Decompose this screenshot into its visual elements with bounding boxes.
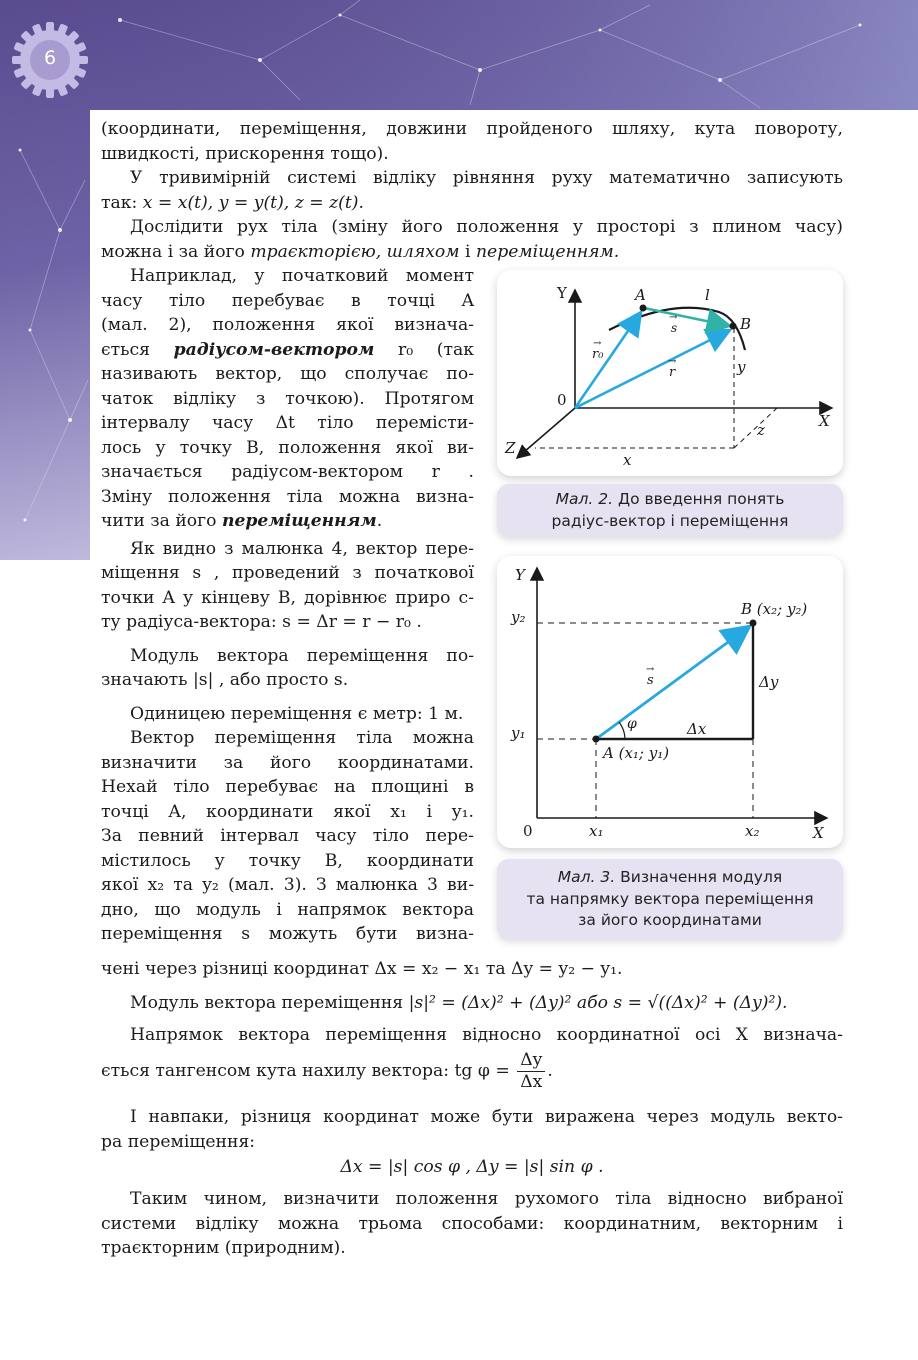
text-fragment: r₀ (так <box>398 339 474 360</box>
text-line: визначити за його координатами. <box>101 752 474 773</box>
label-z-coord: z <box>757 421 765 439</box>
text-line: міщення s , проведений з початкової <box>101 563 474 583</box>
label-r0: r₀ <box>592 347 604 362</box>
caption-line: та напрямку вектора переміщення <box>526 889 814 908</box>
text-fragment: можна і за його <box>101 241 251 262</box>
text-line: Таким чином, визначити положення рухомого тіла відносно вибраної <box>130 1189 843 1209</box>
figure-2-diagram <box>497 270 843 476</box>
label-y1: y₁ <box>511 724 526 742</box>
text-line <box>130 993 788 1013</box>
text-line: І навпаки, різниця координат може бути виражена через модуль векто- <box>130 1107 843 1127</box>
equation-motion: x = x(t), y = y(t), z = z(t). <box>142 192 364 213</box>
caption-line: за його координатами <box>578 911 762 929</box>
text-line: дно, що модуль і напрямок вектора <box>101 899 474 920</box>
text-line: У тривимірній системі відліку рівняння руху математично записують <box>130 168 843 188</box>
label-r-arrow: → <box>668 356 677 367</box>
label-origin: 0 <box>523 822 533 840</box>
text-line: значається радіусом-вектором r . <box>101 462 474 482</box>
text-line: швидкості, прискорення тощо). <box>101 143 389 164</box>
text-line: часу тіло перебуває в точці A <box>101 290 474 311</box>
text-line <box>101 338 474 363</box>
text-line: чені через різниці координат Δx = x₂ − x₁ та Δy = y₂ − y₁. <box>101 959 623 979</box>
label-y-coord: y <box>737 358 746 376</box>
paragraph-direction <box>101 1023 843 1048</box>
figure-3-caption <box>497 859 843 939</box>
z-axis <box>517 408 575 458</box>
label-b: B (x₂; y₂) <box>741 600 808 618</box>
text-fragment: Модуль вектора переміщення <box>130 993 404 1013</box>
figure-2 <box>497 270 843 476</box>
text-line: ра переміщення: <box>101 1131 256 1152</box>
text-line: точці A, координати якої x₁ і y₁. <box>101 801 474 822</box>
text-line: Наприклад, у початковий момент <box>130 266 474 286</box>
caption-line <box>556 490 785 508</box>
label-y: Y <box>557 284 567 302</box>
caption-line: радіус-вектор і переміщення <box>551 511 789 530</box>
label-r0-arrow: → <box>593 338 602 349</box>
text-line: точки A у кінцеву B, дорівнює приро с- <box>101 587 474 608</box>
page-number: 6 <box>43 47 57 69</box>
label-phi: φ <box>627 716 637 732</box>
caption-number: Мал. 3. <box>557 868 616 886</box>
label-l: l <box>705 286 710 304</box>
text-fragment: так: <box>101 192 143 213</box>
label-a: A (x₁; y₁) <box>603 744 670 762</box>
radius-vector-r0 <box>575 312 641 408</box>
label-s: s <box>671 321 678 335</box>
point-a <box>593 736 600 743</box>
text-line: Як видно з малюнка 4, вектор пере- <box>130 538 474 559</box>
text-line <box>101 242 619 262</box>
projection-lines <box>537 623 753 818</box>
formula-components <box>101 1155 843 1180</box>
label-x1: x₁ <box>589 822 604 840</box>
fraction-numerator: Δy <box>517 1050 545 1072</box>
formula-modulus <box>130 991 843 1016</box>
term-displacement-bold: переміщенням <box>221 511 377 531</box>
point-a <box>640 305 647 312</box>
paragraph-study-motion <box>101 215 843 264</box>
label-x: X <box>813 824 824 842</box>
point-b <box>730 323 737 330</box>
text-line: Модуль вектора переміщення по- <box>130 645 474 666</box>
paragraph-3d-system <box>101 166 843 215</box>
text-line: Дослідити рух тіла (зміну його положення у просторі з плином часу) <box>130 217 843 237</box>
text-line: (мал. 2), положення якої визнача- <box>101 315 474 335</box>
text-line: переміщення s можуть бути визна- <box>101 924 474 944</box>
figure-2-caption <box>497 484 843 537</box>
text-line: (координати, переміщення, довжини пройденого шляху, кута повороту, <box>101 119 843 139</box>
paragraph-conclusion <box>101 1187 843 1261</box>
text-line: чаток відліку з точкою). Протягом <box>101 388 474 409</box>
paragraph-intro <box>101 117 843 166</box>
text-line <box>101 193 364 213</box>
text-line: містилось у точку B, координати <box>101 850 474 871</box>
text-line: ється тангенсом кута нахилу вектора: tg φ = $\frac{\Delta y}{\Delta x}$ . <box>101 1050 553 1092</box>
label-x2: x₂ <box>745 822 760 840</box>
label-dy: Δy <box>759 673 779 691</box>
paragraph-vice-versa <box>101 1105 843 1154</box>
label-s-arrow: → <box>646 664 655 675</box>
label-origin: 0 <box>557 391 567 409</box>
figure-3-diagram <box>497 556 843 848</box>
text-line: Нехай тіло перебуває на площині в <box>101 777 474 797</box>
text-fragment: . <box>376 511 383 531</box>
text-fragment: ється <box>101 339 150 360</box>
label-x: X <box>819 412 830 430</box>
label-z: Z <box>505 439 516 457</box>
fraction-denominator: Δx <box>520 1072 543 1092</box>
text-fragment: ється тангенсом кута нахилу вектора: tg φ = <box>101 1061 510 1081</box>
label-x-coord: x <box>623 451 632 469</box>
modulus-formula: |s|² = (Δx)² + (Δy)² або s = √((Δx)² + (Δy)²). <box>408 993 788 1013</box>
text-line: називають вектор, що сполучає по- <box>101 364 474 384</box>
caption-number: Мал. 2. <box>555 490 614 508</box>
label-a: A <box>635 286 646 304</box>
label-dx: Δx <box>687 720 707 738</box>
text-line: траєкторним (природним). <box>101 1238 346 1258</box>
components-formula: Δx = |s| cos φ , Δy = |s| sin φ . <box>340 1157 604 1177</box>
label-y: Y <box>515 566 525 584</box>
angle-arc <box>619 722 625 739</box>
text-line: інтервалу часу Δt тіло перемісти- <box>101 413 474 433</box>
term-radius-vector: радіусом-вектором <box>173 339 375 360</box>
label-y2: y₂ <box>511 608 526 626</box>
text-line: Одиницею переміщення є метр: 1 м. <box>130 703 464 724</box>
term-displacement: переміщенням. <box>475 241 620 262</box>
text-line: Вектор переміщення тіла можна <box>130 728 474 748</box>
label-r: r <box>669 365 676 380</box>
paragraph-differences <box>101 957 843 982</box>
text-line: ту радіуса-вектора: s = Δr = r − r₀ . <box>101 612 422 632</box>
text-line: значають |s| , або просто s. <box>101 670 349 690</box>
projection-lines <box>535 328 777 448</box>
label-s-arrow: → <box>669 312 678 323</box>
text-line: Напрямок вектора переміщення відносно координатної осі X визнача- <box>130 1025 843 1045</box>
figure-3 <box>497 556 843 848</box>
text-fragment: чити за його <box>101 511 222 531</box>
left-column-text <box>101 264 474 947</box>
label-b: B <box>740 315 752 333</box>
point-b <box>750 620 757 627</box>
text-line <box>101 511 382 531</box>
page-number-badge <box>10 20 90 100</box>
paragraph-direction-formula <box>101 1050 843 1093</box>
text-line: лось у точку B, положення якої ви- <box>101 437 474 458</box>
caption-line <box>558 868 782 886</box>
caption-text: Визначення модуля <box>615 868 783 886</box>
caption-text: До введення понять <box>613 490 785 508</box>
text-line: системи відліку можна трьома способами: координатним, векторним і <box>101 1213 843 1234</box>
term-trajectory: траєкторією, шляхом <box>250 241 460 262</box>
label-s: s <box>647 673 654 688</box>
tangent-fraction <box>517 1050 545 1093</box>
text-fragment: і <box>459 241 476 262</box>
text-line: Зміну положення тіла можна визна- <box>101 486 474 507</box>
text-line: якої x₂ та y₂ (мал. 3). З малюнка 3 ви- <box>101 875 474 895</box>
text-line: За певний інтервал часу тіло пере- <box>101 826 474 846</box>
